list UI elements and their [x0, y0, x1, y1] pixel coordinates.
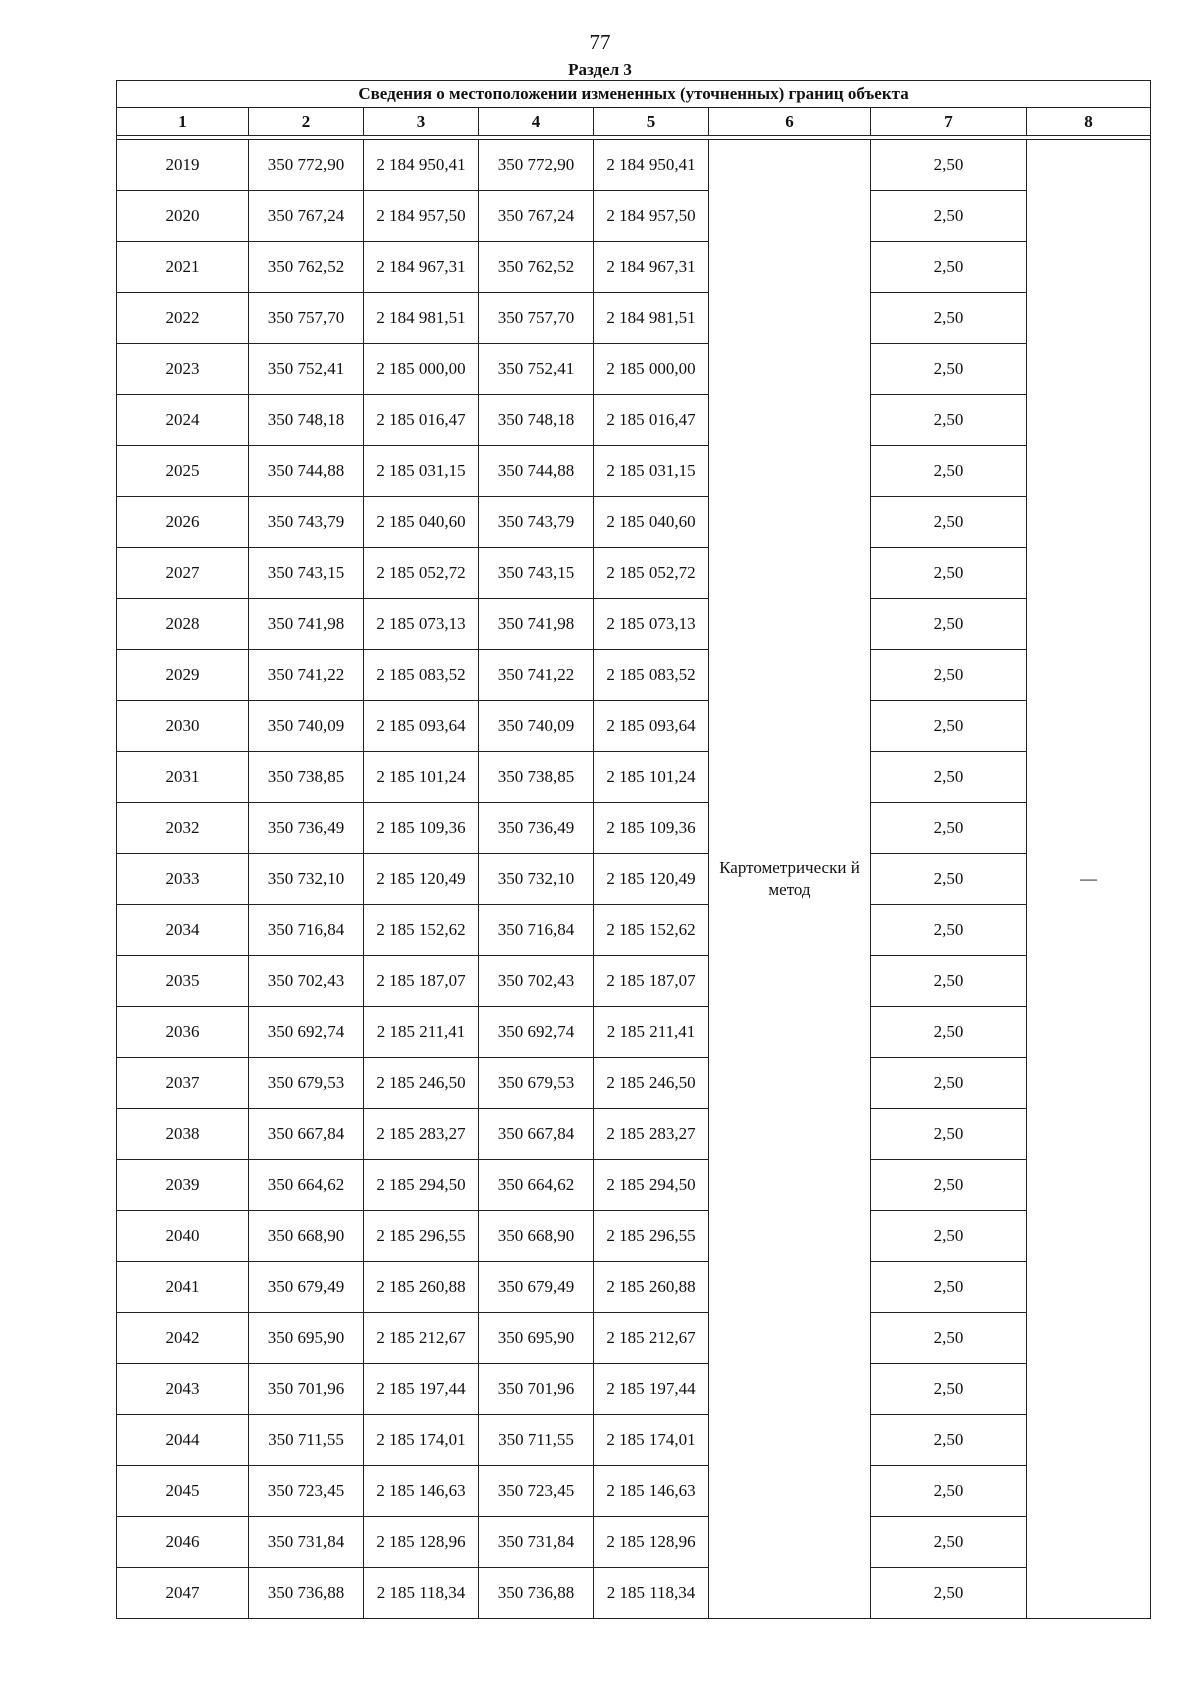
- accuracy-cell: 2,50: [871, 1568, 1027, 1619]
- y-refined-cell: 2 185 101,24: [594, 752, 709, 803]
- point-number-cell: 2026: [117, 497, 249, 548]
- x-refined-cell: 350 744,88: [479, 446, 594, 497]
- point-number-cell: 2046: [117, 1517, 249, 1568]
- y-existing-cell: 2 185 073,13: [364, 599, 479, 650]
- y-refined-cell: 2 185 260,88: [594, 1262, 709, 1313]
- x-refined-cell: 350 752,41: [479, 344, 594, 395]
- table-row: [117, 854, 1151, 905]
- accuracy-cell: 2,50: [871, 395, 1027, 446]
- table-row: [117, 344, 1151, 395]
- x-refined-cell: 350 679,53: [479, 1058, 594, 1109]
- column-header: 8: [1027, 108, 1151, 136]
- point-number-cell: 2029: [117, 650, 249, 701]
- y-refined-cell: 2 185 152,62: [594, 905, 709, 956]
- accuracy-cell: 2,50: [871, 1364, 1027, 1415]
- y-existing-cell: 2 185 101,24: [364, 752, 479, 803]
- table-row: [117, 446, 1151, 497]
- x-existing-cell: 350 736,49: [249, 803, 364, 854]
- column-header: 7: [871, 108, 1027, 136]
- accuracy-cell: 2,50: [871, 752, 1027, 803]
- table-row: [117, 701, 1151, 752]
- y-existing-cell: 2 185 283,27: [364, 1109, 479, 1160]
- table-row: [117, 497, 1151, 548]
- x-refined-cell: 350 664,62: [479, 1160, 594, 1211]
- point-number-cell: 2040: [117, 1211, 249, 1262]
- point-number-cell: 2043: [117, 1364, 249, 1415]
- y-refined-cell: 2 185 120,49: [594, 854, 709, 905]
- x-existing-cell: 350 679,53: [249, 1058, 364, 1109]
- accuracy-cell: 2,50: [871, 1109, 1027, 1160]
- table-row: [117, 1058, 1151, 1109]
- x-existing-cell: 350 731,84: [249, 1517, 364, 1568]
- x-refined-cell: 350 667,84: [479, 1109, 594, 1160]
- accuracy-cell: 2,50: [871, 293, 1027, 344]
- accuracy-cell: 2,50: [871, 191, 1027, 242]
- point-number-cell: 2035: [117, 956, 249, 1007]
- y-refined-cell: 2 184 957,50: [594, 191, 709, 242]
- x-existing-cell: 350 772,90: [249, 140, 364, 191]
- table-row: [117, 1466, 1151, 1517]
- point-number-cell: 2034: [117, 905, 249, 956]
- table-row: [117, 293, 1151, 344]
- accuracy-cell: 2,50: [871, 1262, 1027, 1313]
- table-body: [117, 140, 1151, 1619]
- accuracy-cell: 2,50: [871, 446, 1027, 497]
- x-existing-cell: 350 679,49: [249, 1262, 364, 1313]
- x-refined-cell: 350 736,49: [479, 803, 594, 854]
- y-existing-cell: 2 185 211,41: [364, 1007, 479, 1058]
- y-existing-cell: 2 185 246,50: [364, 1058, 479, 1109]
- y-existing-cell: 2 185 000,00: [364, 344, 479, 395]
- point-number-cell: 2030: [117, 701, 249, 752]
- table-row: [117, 752, 1151, 803]
- x-refined-cell: 350 679,49: [479, 1262, 594, 1313]
- x-existing-cell: 350 741,98: [249, 599, 364, 650]
- point-number-cell: 2028: [117, 599, 249, 650]
- y-existing-cell: 2 184 981,51: [364, 293, 479, 344]
- y-existing-cell: 2 185 052,72: [364, 548, 479, 599]
- x-existing-cell: 350 723,45: [249, 1466, 364, 1517]
- accuracy-cell: 2,50: [871, 344, 1027, 395]
- x-refined-cell: 350 716,84: [479, 905, 594, 956]
- accuracy-cell: 2,50: [871, 1466, 1027, 1517]
- accuracy-cell: 2,50: [871, 650, 1027, 701]
- y-existing-cell: 2 185 212,67: [364, 1313, 479, 1364]
- x-existing-cell: 350 743,15: [249, 548, 364, 599]
- y-existing-cell: 2 185 109,36: [364, 803, 479, 854]
- y-refined-cell: 2 185 211,41: [594, 1007, 709, 1058]
- column-header-row: [117, 108, 1151, 136]
- x-existing-cell: 350 743,79: [249, 497, 364, 548]
- x-refined-cell: 350 741,22: [479, 650, 594, 701]
- x-refined-cell: 350 732,10: [479, 854, 594, 905]
- y-existing-cell: 2 184 967,31: [364, 242, 479, 293]
- table-row: [117, 1364, 1151, 1415]
- x-refined-cell: 350 736,88: [479, 1568, 594, 1619]
- coordinates-table: [116, 80, 1151, 1619]
- x-refined-cell: 350 743,79: [479, 497, 594, 548]
- x-refined-cell: 350 731,84: [479, 1517, 594, 1568]
- y-refined-cell: 2 184 950,41: [594, 140, 709, 191]
- y-existing-cell: 2 185 260,88: [364, 1262, 479, 1313]
- point-number-cell: 2032: [117, 803, 249, 854]
- x-existing-cell: 350 744,88: [249, 446, 364, 497]
- y-refined-cell: 2 185 197,44: [594, 1364, 709, 1415]
- accuracy-cell: 2,50: [871, 803, 1027, 854]
- point-number-cell: 2039: [117, 1160, 249, 1211]
- method-cell: Картометрически й метод: [709, 140, 871, 1619]
- y-existing-cell: 2 185 031,15: [364, 446, 479, 497]
- x-existing-cell: 350 740,09: [249, 701, 364, 752]
- y-refined-cell: 2 185 000,00: [594, 344, 709, 395]
- y-existing-cell: 2 185 040,60: [364, 497, 479, 548]
- x-existing-cell: 350 757,70: [249, 293, 364, 344]
- y-refined-cell: 2 185 052,72: [594, 548, 709, 599]
- section-title: Раздел 3: [568, 60, 632, 79]
- y-existing-cell: 2 185 120,49: [364, 854, 479, 905]
- accuracy-cell: 2,50: [871, 701, 1027, 752]
- x-refined-cell: 350 701,96: [479, 1364, 594, 1415]
- column-header: 4: [479, 108, 594, 136]
- y-existing-cell: 2 185 118,34: [364, 1568, 479, 1619]
- table-row: [117, 1568, 1151, 1619]
- y-existing-cell: 2 185 197,44: [364, 1364, 479, 1415]
- point-number-cell: 2033: [117, 854, 249, 905]
- accuracy-cell: 2,50: [871, 956, 1027, 1007]
- x-refined-cell: 350 757,70: [479, 293, 594, 344]
- y-refined-cell: 2 185 031,15: [594, 446, 709, 497]
- table-row: [117, 1415, 1151, 1466]
- column-header: 5: [594, 108, 709, 136]
- point-number-cell: 2044: [117, 1415, 249, 1466]
- x-refined-cell: 350 668,90: [479, 1211, 594, 1262]
- x-existing-cell: 350 736,88: [249, 1568, 364, 1619]
- y-existing-cell: 2 185 187,07: [364, 956, 479, 1007]
- y-refined-cell: 2 185 118,34: [594, 1568, 709, 1619]
- x-existing-cell: 350 767,24: [249, 191, 364, 242]
- point-number-cell: 2042: [117, 1313, 249, 1364]
- y-refined-cell: 2 185 040,60: [594, 497, 709, 548]
- y-refined-cell: 2 185 128,96: [594, 1517, 709, 1568]
- point-number-cell: 2038: [117, 1109, 249, 1160]
- x-existing-cell: 350 668,90: [249, 1211, 364, 1262]
- x-refined-cell: 350 711,55: [479, 1415, 594, 1466]
- x-refined-cell: 350 702,43: [479, 956, 594, 1007]
- accuracy-cell: 2,50: [871, 1415, 1027, 1466]
- y-refined-cell: 2 185 174,01: [594, 1415, 709, 1466]
- point-number-cell: 2020: [117, 191, 249, 242]
- y-existing-cell: 2 185 296,55: [364, 1211, 479, 1262]
- y-refined-cell: 2 184 967,31: [594, 242, 709, 293]
- y-refined-cell: 2 185 073,13: [594, 599, 709, 650]
- x-existing-cell: 350 748,18: [249, 395, 364, 446]
- x-existing-cell: 350 752,41: [249, 344, 364, 395]
- y-refined-cell: 2 185 212,67: [594, 1313, 709, 1364]
- table-row: [117, 599, 1151, 650]
- accuracy-cell: 2,50: [871, 1313, 1027, 1364]
- y-refined-cell: 2 185 016,47: [594, 395, 709, 446]
- x-refined-cell: 350 748,18: [479, 395, 594, 446]
- point-number-cell: 2037: [117, 1058, 249, 1109]
- column-header: 2: [249, 108, 364, 136]
- x-existing-cell: 350 701,96: [249, 1364, 364, 1415]
- page-number: 77: [589, 30, 611, 54]
- table-row: [117, 1517, 1151, 1568]
- column8-cell: —: [1027, 140, 1151, 1619]
- accuracy-cell: 2,50: [871, 1007, 1027, 1058]
- y-refined-cell: 2 185 283,27: [594, 1109, 709, 1160]
- table-row: [117, 905, 1151, 956]
- y-refined-cell: 2 185 246,50: [594, 1058, 709, 1109]
- table-row: [117, 1160, 1151, 1211]
- table-row: [117, 1007, 1151, 1058]
- column-header: 1: [117, 108, 249, 136]
- x-existing-cell: 350 762,52: [249, 242, 364, 293]
- point-number-cell: 2045: [117, 1466, 249, 1517]
- y-existing-cell: 2 185 016,47: [364, 395, 479, 446]
- point-number-cell: 2025: [117, 446, 249, 497]
- x-refined-cell: 350 741,98: [479, 599, 594, 650]
- y-existing-cell: 2 185 128,96: [364, 1517, 479, 1568]
- point-number-cell: 2041: [117, 1262, 249, 1313]
- column-header: 6: [709, 108, 871, 136]
- table-row: [117, 395, 1151, 446]
- column-header: 3: [364, 108, 479, 136]
- x-existing-cell: 350 667,84: [249, 1109, 364, 1160]
- accuracy-cell: 2,50: [871, 599, 1027, 650]
- table-row: [117, 956, 1151, 1007]
- accuracy-cell: 2,50: [871, 548, 1027, 599]
- accuracy-cell: 2,50: [871, 1160, 1027, 1211]
- accuracy-cell: 2,50: [871, 140, 1027, 191]
- table-row: [117, 1262, 1151, 1313]
- point-number-cell: 2047: [117, 1568, 249, 1619]
- table-row: [117, 548, 1151, 599]
- x-refined-cell: 350 762,52: [479, 242, 594, 293]
- x-refined-cell: 350 695,90: [479, 1313, 594, 1364]
- table-row: [117, 1313, 1151, 1364]
- accuracy-cell: 2,50: [871, 1211, 1027, 1262]
- accuracy-cell: 2,50: [871, 1058, 1027, 1109]
- table-row: [117, 803, 1151, 854]
- y-refined-cell: 2 185 109,36: [594, 803, 709, 854]
- x-existing-cell: 350 732,10: [249, 854, 364, 905]
- x-refined-cell: 350 767,24: [479, 191, 594, 242]
- x-existing-cell: 350 741,22: [249, 650, 364, 701]
- x-refined-cell: 350 740,09: [479, 701, 594, 752]
- y-existing-cell: 2 184 957,50: [364, 191, 479, 242]
- point-number-cell: 2024: [117, 395, 249, 446]
- x-existing-cell: 350 692,74: [249, 1007, 364, 1058]
- y-existing-cell: 2 185 146,63: [364, 1466, 479, 1517]
- x-existing-cell: 350 711,55: [249, 1415, 364, 1466]
- table-row: [117, 1211, 1151, 1262]
- x-refined-cell: 350 692,74: [479, 1007, 594, 1058]
- table-caption: Сведения о местоположении измененных (уточненных) границ объекта: [117, 81, 1151, 108]
- x-existing-cell: 350 716,84: [249, 905, 364, 956]
- table-row: [117, 1109, 1151, 1160]
- table-row: [117, 140, 1151, 191]
- y-refined-cell: 2 185 187,07: [594, 956, 709, 1007]
- y-refined-cell: 2 184 981,51: [594, 293, 709, 344]
- x-existing-cell: 350 664,62: [249, 1160, 364, 1211]
- point-number-cell: 2019: [117, 140, 249, 191]
- x-refined-cell: 350 723,45: [479, 1466, 594, 1517]
- x-existing-cell: 350 702,43: [249, 956, 364, 1007]
- y-existing-cell: 2 185 152,62: [364, 905, 479, 956]
- y-refined-cell: 2 185 146,63: [594, 1466, 709, 1517]
- point-number-cell: 2027: [117, 548, 249, 599]
- accuracy-cell: 2,50: [871, 242, 1027, 293]
- y-existing-cell: 2 185 093,64: [364, 701, 479, 752]
- point-number-cell: 2023: [117, 344, 249, 395]
- y-refined-cell: 2 185 294,50: [594, 1160, 709, 1211]
- y-refined-cell: 2 185 296,55: [594, 1211, 709, 1262]
- point-number-cell: 2021: [117, 242, 249, 293]
- x-refined-cell: 350 743,15: [479, 548, 594, 599]
- accuracy-cell: 2,50: [871, 1517, 1027, 1568]
- table-row: [117, 242, 1151, 293]
- x-refined-cell: 350 738,85: [479, 752, 594, 803]
- x-refined-cell: 350 772,90: [479, 140, 594, 191]
- y-existing-cell: 2 185 294,50: [364, 1160, 479, 1211]
- y-refined-cell: 2 185 093,64: [594, 701, 709, 752]
- y-existing-cell: 2 185 174,01: [364, 1415, 479, 1466]
- table-caption-row: [117, 81, 1151, 108]
- y-existing-cell: 2 184 950,41: [364, 140, 479, 191]
- point-number-cell: 2022: [117, 293, 249, 344]
- accuracy-cell: 2,50: [871, 854, 1027, 905]
- point-number-cell: 2036: [117, 1007, 249, 1058]
- x-existing-cell: 350 738,85: [249, 752, 364, 803]
- x-existing-cell: 350 695,90: [249, 1313, 364, 1364]
- accuracy-cell: 2,50: [871, 905, 1027, 956]
- y-existing-cell: 2 185 083,52: [364, 650, 479, 701]
- table-row: [117, 191, 1151, 242]
- y-refined-cell: 2 185 083,52: [594, 650, 709, 701]
- accuracy-cell: 2,50: [871, 497, 1027, 548]
- point-number-cell: 2031: [117, 752, 249, 803]
- table-row: [117, 650, 1151, 701]
